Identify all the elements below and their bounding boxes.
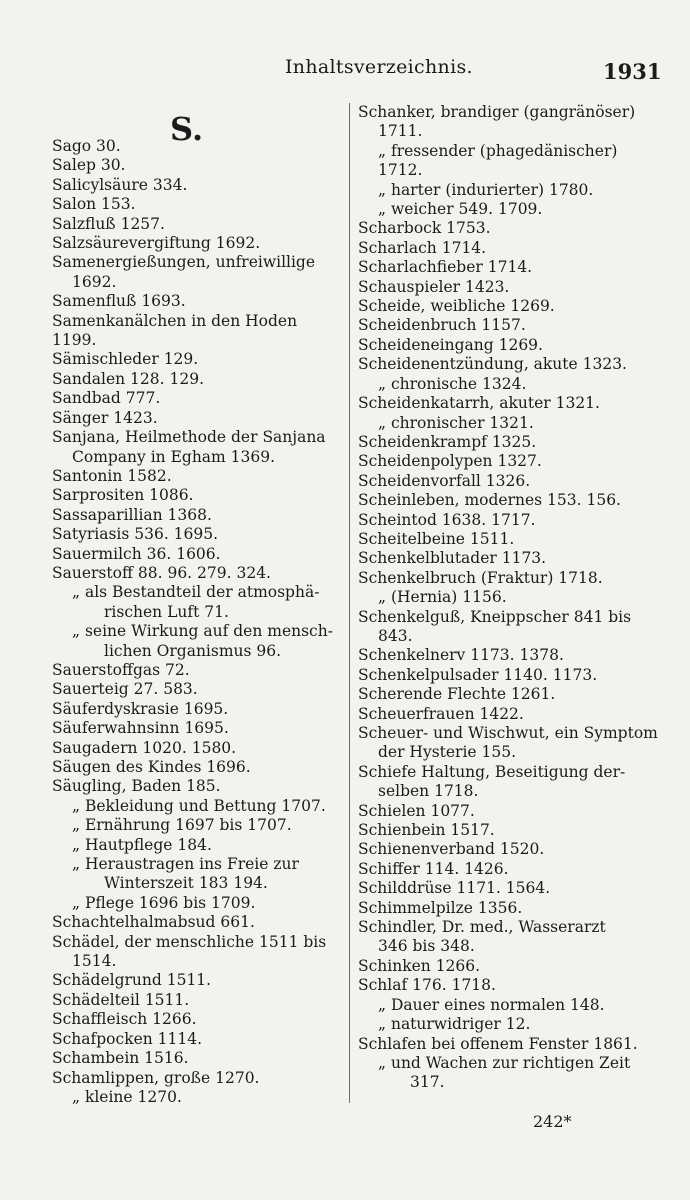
index-entry: Sanjana, Heilmethode der Sanjana (52, 428, 326, 447)
printer-signature: 242* (533, 1112, 572, 1131)
index-entry: Scharbock 1753. (358, 219, 491, 238)
index-entry: Samenkanälchen in den Hoden 1199. (52, 311, 298, 350)
index-entry: „ und Wachen zur richtigen Zeit (378, 1053, 631, 1072)
index-entry: Salzfluß 1257. (52, 214, 165, 233)
index-entry: Schädelteil 1511. (52, 990, 190, 1009)
index-entry: „ weicher 549. 1709. (378, 200, 543, 219)
index-entry: Scharlachfieber 1714. (358, 258, 533, 277)
index-entry: Säugen des Kindes 1696. (52, 758, 251, 776)
index-column-right (358, 103, 658, 1093)
index-entry: Schenkelguß, Kneippscher 841 bis (358, 607, 632, 626)
index-entry: „ Pflege 1696 bis 1709. (72, 893, 256, 912)
index-entry: Schafpocken 1114. (52, 1029, 203, 1048)
index-entry: „ Hautpflege 184. (72, 835, 212, 854)
index-entry: Samenfluß 1693. (52, 292, 186, 311)
index-entry: „ naturwidriger 12. (378, 1015, 531, 1034)
index-entry: „ fressender (phagedänischer) (378, 141, 618, 160)
index-entry: Schimmelpilze 1356. (358, 898, 523, 917)
index-entry: Sauermilch 36. 1606. (52, 544, 221, 563)
index-entry: Scheidenbruch 1157. (358, 316, 526, 335)
index-entry: „ seine Wirkung auf den mensch- (72, 622, 333, 641)
index-entry: lichen Organismus 96. (104, 641, 282, 660)
index-entry: Salicylsäure 334. (52, 175, 188, 194)
index-entry: Schachtelhalmabsud 661. (52, 913, 255, 932)
index-entry: Schindler, Dr. med., Wasserarzt (358, 918, 606, 937)
index-entry: Scheitelbeine 1511. (358, 529, 515, 548)
index-entry: Sauerstoff 88. 96. 279. 324. (52, 563, 271, 582)
index-entry: Schädelgrund 1511. (52, 971, 212, 990)
index-entry: „ chronischer 1321. (378, 413, 534, 432)
index-entry: Schlafen bei offenem Fenster 1861. (358, 1034, 638, 1053)
index-entry: „ Heraustragen ins Freie zur (72, 855, 299, 874)
index-entry: Scheidenpolypen 1327. (358, 452, 542, 471)
index-entry: Samenergießungen, unfreiwillige (52, 253, 316, 272)
index-entry: Schamlippen, große 1270. (52, 1068, 260, 1087)
index-entry: Salon 153. (52, 195, 136, 214)
index-entry: 1514. (72, 952, 117, 971)
index-entry: Säugling, Baden 185. (52, 777, 221, 796)
index-entry: Company in Egham 1369. (72, 447, 276, 466)
index-entry: Schiefe Haltung, Beseitigung der- (358, 762, 626, 781)
index-entry: Schenkelpulsader 1140. 1173. (358, 665, 598, 684)
index-entry: „ Bekleidung und Bettung 1707. (72, 796, 326, 815)
index-entry: Schambein 1516. (52, 1049, 189, 1068)
index-entry: Sago 30. (52, 137, 121, 155)
index-entry: Scheuerfrauen 1422. (358, 704, 524, 723)
index-entry: Scheidenvorfall 1326. (358, 471, 531, 490)
index-entry: Sarprositen 1086. (52, 486, 194, 505)
index-entry: Sauerteig 27. 583. (52, 680, 198, 699)
index-entry: Scheidenentzündung, akute 1323. (358, 355, 627, 374)
running-header-title: Inhaltsverzeichnis. (285, 56, 473, 78)
index-entry: Schenkelnerv 1173. 1378. (358, 646, 564, 665)
index-entry: „ kleine 1270. (72, 1087, 182, 1106)
index-entry: Salzsäurevergiftung 1692. (52, 234, 261, 253)
index-entry: Saugadern 1020. 1580. (52, 738, 237, 757)
index-entry: Schienenverband 1520. (358, 840, 545, 859)
index-entry: selben 1718. (378, 782, 479, 801)
index-entry: 1692. (72, 272, 117, 291)
index-entry: rischen Luft 71. (104, 602, 229, 621)
index-entry: der Hysterie 155. (378, 743, 517, 762)
index-entry: 346 bis 348. (378, 937, 475, 956)
index-entry: „ harter (indurierter) 1780. (378, 180, 594, 199)
index-entry: Schaffleisch 1266. (52, 1010, 197, 1029)
index-entry: Schinken 1266. (358, 956, 481, 975)
index-entry: Schenkelbruch (Fraktur) 1718. (358, 568, 603, 587)
index-entry: Scheinleben, modernes 153. 156. (358, 491, 621, 510)
index-entry: 317. (410, 1073, 445, 1092)
index-entry: 1711. (378, 122, 423, 141)
index-entry: Satyriasis 536. 1695. (52, 525, 219, 544)
index-entry: Säuferdyskrasie 1695. (52, 699, 229, 718)
index-entry: Scheintod 1638. 1717. (358, 510, 536, 529)
column-divider (349, 103, 350, 1103)
index-entry: Scheidenkatarrh, akuter 1321. (358, 394, 600, 413)
index-entry: Sänger 1423. (52, 408, 158, 427)
index-entry: Scherende Flechte 1261. (358, 685, 556, 704)
index-entry: Scheuer- und Wischwut, ein Symptom (358, 724, 658, 742)
index-entry: Sandbad 777. (52, 389, 161, 408)
index-entry: Sandalen 128. 129. (52, 369, 204, 388)
index-entry: Schienbein 1517. (358, 821, 495, 840)
index-entry: Schilddrüse 1171. 1564. (358, 879, 551, 898)
index-entry: Scheideneingang 1269. (358, 335, 543, 354)
index-entry: Sassaparillian 1368. (52, 505, 212, 524)
index-entry: „ als Bestandteil der atmosphä- (72, 583, 320, 602)
index-entry: Scheidenkrampf 1325. (358, 432, 537, 451)
index-entry: Schenkelblutader 1173. (358, 549, 547, 568)
index-entry: Salep 30. (52, 156, 126, 175)
index-entry: Schlaf 176. 1718. (358, 976, 496, 995)
page-number: 1931 (603, 59, 662, 84)
index-entry: Scheide, weibliche 1269. (358, 297, 555, 316)
index-entry: Schädel, der menschliche 1511 bis (52, 932, 327, 951)
index-entry: Scharlach 1714. (358, 238, 487, 257)
index-entry: Säuferwahnsinn 1695. (52, 719, 229, 738)
index-entry: Schiffer 114. 1426. (358, 859, 509, 878)
index-entry: Winterszeit 183 194. (104, 874, 268, 893)
index-entry: 843. (378, 626, 413, 645)
index-entry: Schielen 1077. (358, 801, 475, 820)
index-entry: „ (Hernia) 1156. (378, 588, 507, 607)
index-entry: 1712. (378, 161, 423, 180)
index-entry: „ chronische 1324. (378, 374, 527, 393)
index-entry: Santonin 1582. (52, 466, 172, 485)
index-entry: Schanker, brandiger (gangränöser) (358, 103, 636, 121)
index-entry: Sauerstoffgas 72. (52, 660, 190, 679)
index-column-left (52, 137, 344, 1107)
index-entry: Schauspieler 1423. (358, 277, 510, 296)
index-entry: „ Ernährung 1697 bis 1707. (72, 816, 292, 835)
index-entry: „ Dauer eines normalen 148. (378, 995, 605, 1014)
index-entry: Sämischleder 129. (52, 350, 199, 369)
section-letter: S. (170, 110, 204, 148)
